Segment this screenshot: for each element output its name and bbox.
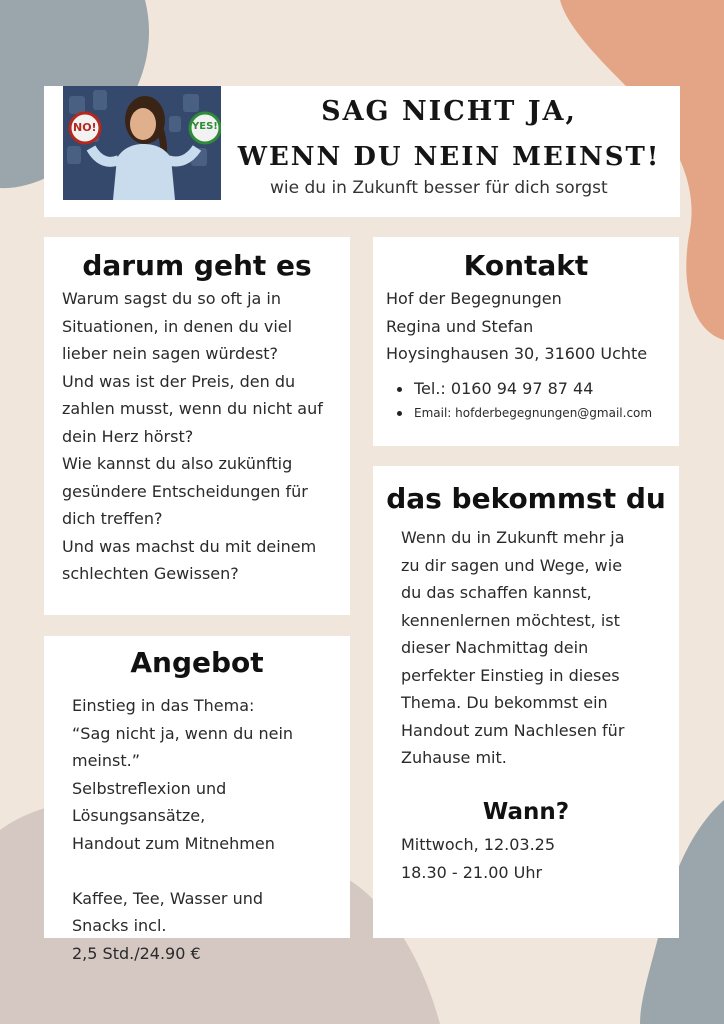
- offer-line: Snacks incl.: [72, 916, 167, 935]
- about-line: lieber nein sagen würdest?: [62, 344, 279, 363]
- about-line: dein Herz hörst?: [62, 426, 194, 446]
- contact-line: Regina und Stefan: [386, 316, 534, 336]
- contact-line: Hoysinghausen 30, 31600 Uchte: [386, 344, 648, 363]
- about-line: Und was ist der Preis, den du: [62, 371, 296, 391]
- contact-phone: Tel.: 0160 94 97 87 44: [388, 376, 652, 402]
- header-photo: [63, 86, 221, 200]
- offer-line: “Sag nicht ja, wenn du nein: [72, 723, 294, 743]
- yes-sign-label: YES!: [192, 121, 218, 132]
- offer-line: Selbstreflexion und: [72, 778, 227, 798]
- benefit-card: [373, 466, 679, 938]
- title-line-1: SAG NICHT JA,: [321, 96, 577, 127]
- about-heading: darum geht es: [82, 249, 312, 282]
- about-line: zahlen musst, wenn du nicht auf: [62, 399, 323, 418]
- about-line: Wie kannst du also zukünftig: [62, 454, 293, 473]
- offer-line: meinst.”: [72, 751, 140, 770]
- benefit-line: Wenn du in Zukunft mehr ja: [401, 528, 625, 547]
- contact-email: Email: hofderbegegnungen@gmail.com: [388, 402, 652, 424]
- about-line: Warum sagst du so oft ja in: [62, 289, 281, 308]
- offer-line: Kaffee, Tee, Wasser und: [72, 888, 264, 908]
- benefit-line: kennenlernen möchtest, ist: [401, 610, 620, 630]
- when-line: 18.30 - 21.00 Uhr: [401, 862, 543, 882]
- benefit-heading: das bekommst du: [386, 482, 666, 515]
- when-line: Mittwoch, 12.03.25: [401, 835, 556, 854]
- benefit-line: perfekter Einstieg in dieses: [401, 665, 620, 685]
- offer-heading: Angebot: [130, 646, 264, 679]
- subtitle: wie du in Zukunft besser für dich sorgst: [270, 178, 608, 198]
- offer-line: Einstieg in das Thema:: [72, 696, 255, 715]
- offer-line: [72, 857, 293, 885]
- about-line: dich treffen?: [62, 509, 163, 528]
- title-line-2: WENN DU NEIN MEINST!: [237, 142, 661, 172]
- contact-heading: Kontakt: [463, 249, 589, 282]
- about-line: schlechten Gewissen?: [62, 564, 239, 583]
- contact-card: [373, 237, 679, 446]
- benefit-line: zu dir sagen und Wege, wie: [401, 555, 623, 575]
- offer-line: Handout zum Mitnehmen: [72, 833, 275, 853]
- woman-holding-signs-illustration: [63, 86, 221, 200]
- benefit-line: Thema. Du bekommst ein: [401, 693, 608, 712]
- offer-line: 2,5 Std./24.90 €: [72, 943, 201, 963]
- no-sign-label: NO!: [73, 121, 97, 134]
- benefit-line: dieser Nachmittag dein: [401, 638, 589, 657]
- offer-card: [44, 636, 350, 963]
- about-line: Situationen, in denen du viel: [62, 316, 293, 336]
- about-line: Und was machst du mit deinem: [62, 536, 317, 556]
- about-card: [44, 237, 350, 615]
- benefit-line: Zuhause mit.: [401, 748, 507, 767]
- when-heading: Wann?: [482, 799, 570, 825]
- benefit-line: du das schaffen kannst,: [401, 583, 592, 602]
- contact-line: Hof der Begegnungen: [386, 289, 562, 308]
- about-line: gesündere Entscheidungen für: [62, 481, 308, 501]
- header-card: [44, 86, 680, 217]
- offer-line: Lösungsansätze,: [72, 806, 206, 825]
- benefit-line: Handout zum Nachlesen für: [401, 720, 625, 740]
